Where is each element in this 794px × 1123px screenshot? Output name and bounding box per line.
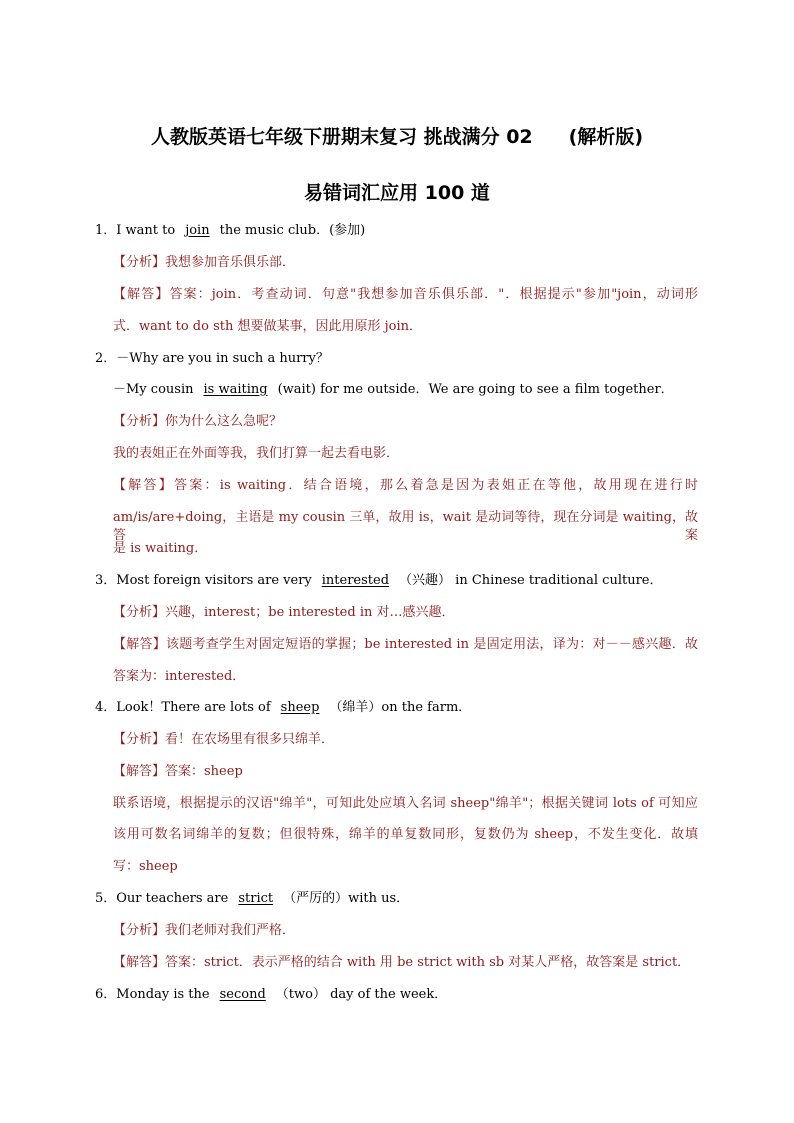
- question-2: 2．－Why are you in such a hurry？: [95, 351, 329, 366]
- analysis-2: 【分析】你为什么这么急呢？: [113, 414, 283, 429]
- question-4: 4．Look！There are lots of sheep （绵羊）on the farm．: [95, 700, 472, 715]
- analysis-3: 【分析】兴趣，interest；be interested in 对…感兴趣．: [113, 605, 455, 620]
- answer-blank: second: [219, 987, 266, 1002]
- question-2-line-2: －My cousin is waiting (wait) for me outside．We are going to see a film together．: [113, 382, 674, 397]
- question-5: 5．Our teachers are strict （严厉的）with us．: [95, 891, 410, 906]
- analysis-2-line-2: 我的表姐正在外面等我，我们打算一起去看电影．: [113, 446, 400, 461]
- answer-blank: strict: [238, 891, 274, 906]
- solution-1-line-2: 式．want to do sth 想要做某事，因此用原形 join．: [113, 319, 422, 334]
- answer-blank: is waiting: [203, 382, 268, 397]
- solution-1-line-1: 【解答】答案：join．考查动词．句意"我想参加音乐俱乐部．"．根据提示"参加"join，动词形: [113, 287, 698, 302]
- answer-blank: join: [185, 223, 210, 238]
- solution-2-line-1: 【解答】答案：is waiting．结合语境，那么着急是因为表姐正在等他，故用现在进行时: [113, 478, 698, 493]
- answer-blank: sheep: [280, 700, 320, 715]
- question-1: 1．I want to join the music club．(参加): [95, 223, 366, 238]
- question-3: 3．Most foreign visitors are very interested （兴趣） in Chinese traditional culture．: [95, 573, 663, 588]
- answer-blank: interested: [321, 573, 390, 588]
- solution-3-line-2: 答案为：interested．: [113, 669, 246, 684]
- analysis-4: 【分析】看！在农场里有很多只绵羊．: [113, 732, 335, 747]
- solution-4-line-4: 写：sheep: [113, 859, 178, 874]
- page-title: [0, 122, 794, 149]
- analysis-1: 【分析】我想参加音乐俱乐部．: [113, 255, 296, 270]
- solution-4-line-3: 该用可数名词绵羊的复数；但很特殊，绵羊的单复数同形，复数仍为 sheep，不发生变化．故填: [113, 827, 698, 842]
- solution-5-line-1: 【解答】答案：strict．表示严格的结合 with 用 be strict with sb 对某人严格，故答案是 strict．: [113, 955, 691, 970]
- solution-4-line-2: 联系语境，根据提示的汉语"绵羊"，可知此处应填入名词 sheep"绵羊"；根据关键词 lots of 可知应: [113, 796, 698, 811]
- analysis-5: 【分析】我们老师对我们严格．: [113, 923, 296, 938]
- question-6: 6．Monday is the second （two） day of the week．: [95, 987, 448, 1002]
- title-suffix: (解析版): [568, 126, 644, 148]
- solution-2-line-3: 是 is waiting．: [113, 541, 208, 556]
- solution-3-line-1: 【解答】该题考查学生对固定短语的掌握；be interested in 是固定用法，译为：对－－感兴趣．故: [113, 637, 698, 652]
- title-main: 人教版英语七年级下册期末复习 挑战满分 02: [150, 126, 533, 148]
- solution-2-line-2: am/is/are+doing，主语是 my cousin 三单，故用 is，wait 是动词等待，现在分词是 waiting，故答案: [113, 510, 698, 543]
- page-subtitle: 易错词汇应用 100 道: [304, 182, 490, 204]
- solution-4-line-1: 【解答】答案：sheep: [113, 764, 243, 779]
